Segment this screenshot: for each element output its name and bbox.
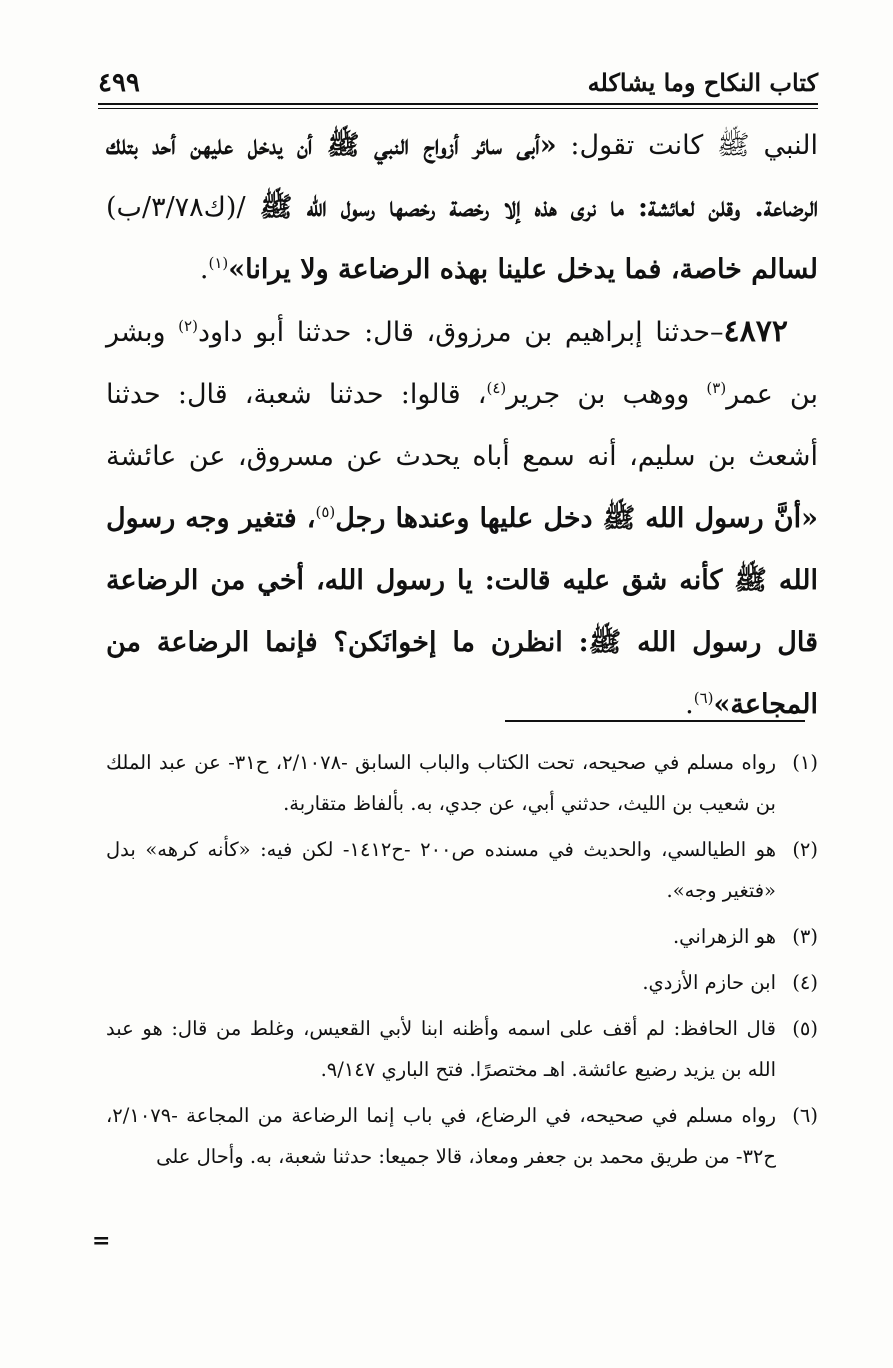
footnote-separator bbox=[505, 720, 805, 722]
footnote-ref[interactable]: (٥) bbox=[315, 503, 336, 521]
header-rule-thick bbox=[98, 103, 818, 105]
main-text bbox=[106, 115, 818, 736]
page-header bbox=[98, 68, 818, 102]
footnote: (٢)هو الطيالسي، والحديث في مسنده ص٢٠٠ -ح١٤١٢- لكن فيه: «كأنه كرهه» بدل «فتغير وجه». bbox=[106, 829, 818, 911]
footnote: (٦)رواه مسلم في صحيحه، في الرضاع، في باب إنما الرضاعة من المجاعة -٢/١٠٧٩، ح٣٢- من طريق محمد بن جعفر ومعاذ، قالا جميعا: حدثنا شعبة، به. وأحال على bbox=[106, 1095, 818, 1177]
footnote-number: (٦) bbox=[792, 1104, 818, 1127]
footnote-number: (٢) bbox=[792, 838, 819, 861]
footnote-ref[interactable]: (٦) bbox=[693, 689, 714, 707]
running-title: كتاب النكاح وما يشاكله bbox=[587, 68, 818, 97]
footnotes bbox=[106, 742, 818, 1182]
footnote-ref[interactable]: (٣) bbox=[706, 379, 727, 397]
footnote: (٣)هو الزهراني. bbox=[106, 916, 818, 957]
footnote-ref[interactable]: (٢) bbox=[178, 317, 198, 335]
hadith-number: ٤٨٧٢ bbox=[723, 314, 788, 349]
footnote-ref[interactable]: (١) bbox=[208, 254, 229, 272]
footnote-number: (١) bbox=[792, 751, 818, 774]
footnote-ref[interactable]: (٤) bbox=[486, 379, 507, 397]
footnote-number: (٥) bbox=[792, 1017, 818, 1040]
header-rule-thin bbox=[98, 108, 818, 109]
paragraph-continuation: النبي ﷺ كانت تقول: «أبى سائر أزواج النبي ﷺ أن يدخل عليهن أحد بتلك الرضاعة. وقلن لعائشة: ما نرى هذه إلا رخصة رخصها رسول الله ﷺ /(ك٣/٧٨/ب) لسالم خاصة، فما يدخل علينا بهذه الرضاعة ولا يرانا»$^{(١)}$. bbox=[106, 130, 818, 285]
page-number: ٤٩٩ bbox=[98, 68, 140, 98]
footnote: (١)رواه مسلم في صحيحه، تحت الكتاب والباب السابق -٢/١٠٧٨، ح٣١- عن عبد الملك بن شعيب بن الليث، حدثني أبي، عن جدي، به. بألفاظ متقاربة. bbox=[106, 742, 818, 824]
paragraph-hadith-4872: ٤٨٧٢–حدثنا إبراهيم بن مرزوق، قال: حدثنا أبو داود$^{(٢)}$ وبشر بن عمر$^{(٣)}$ ووهب بن جرير$^{(٤)}$، قالوا: حدثنا شعبة، قال: حدثنا أشعث بن سليم، أنه سمع أباه يحدث عن مسروق، عن عائشة «أنَّ رسول الله ﷺ دخل عليها وعندها رجل$^{(٥)}$، فتغير وجه رسول الله ﷺ كأنه شق عليه قالت: يا رسول الله، أخي من الرضاعة قال رسول الله ﷺ: انظرن ما إخوانَكن؟ فإنما الرضاعة من المجاعة»$^{(٦)}$. bbox=[106, 314, 818, 720]
continuation-mark: = bbox=[92, 1228, 111, 1254]
footnote-number: (٤) bbox=[792, 971, 818, 994]
footnote: (٤)ابن حازم الأزدي. bbox=[106, 962, 818, 1003]
footnote: (٥)قال الحافظ: لم أقف على اسمه وأظنه ابنا لأبي القعيس، وغلط من قال: هو عبد الله بن يزيد رضيع عائشة. اهـ مختصرًا. فتح الباري ٩/١٤٧. bbox=[106, 1008, 818, 1090]
footnote-number: (٣) bbox=[792, 925, 818, 948]
